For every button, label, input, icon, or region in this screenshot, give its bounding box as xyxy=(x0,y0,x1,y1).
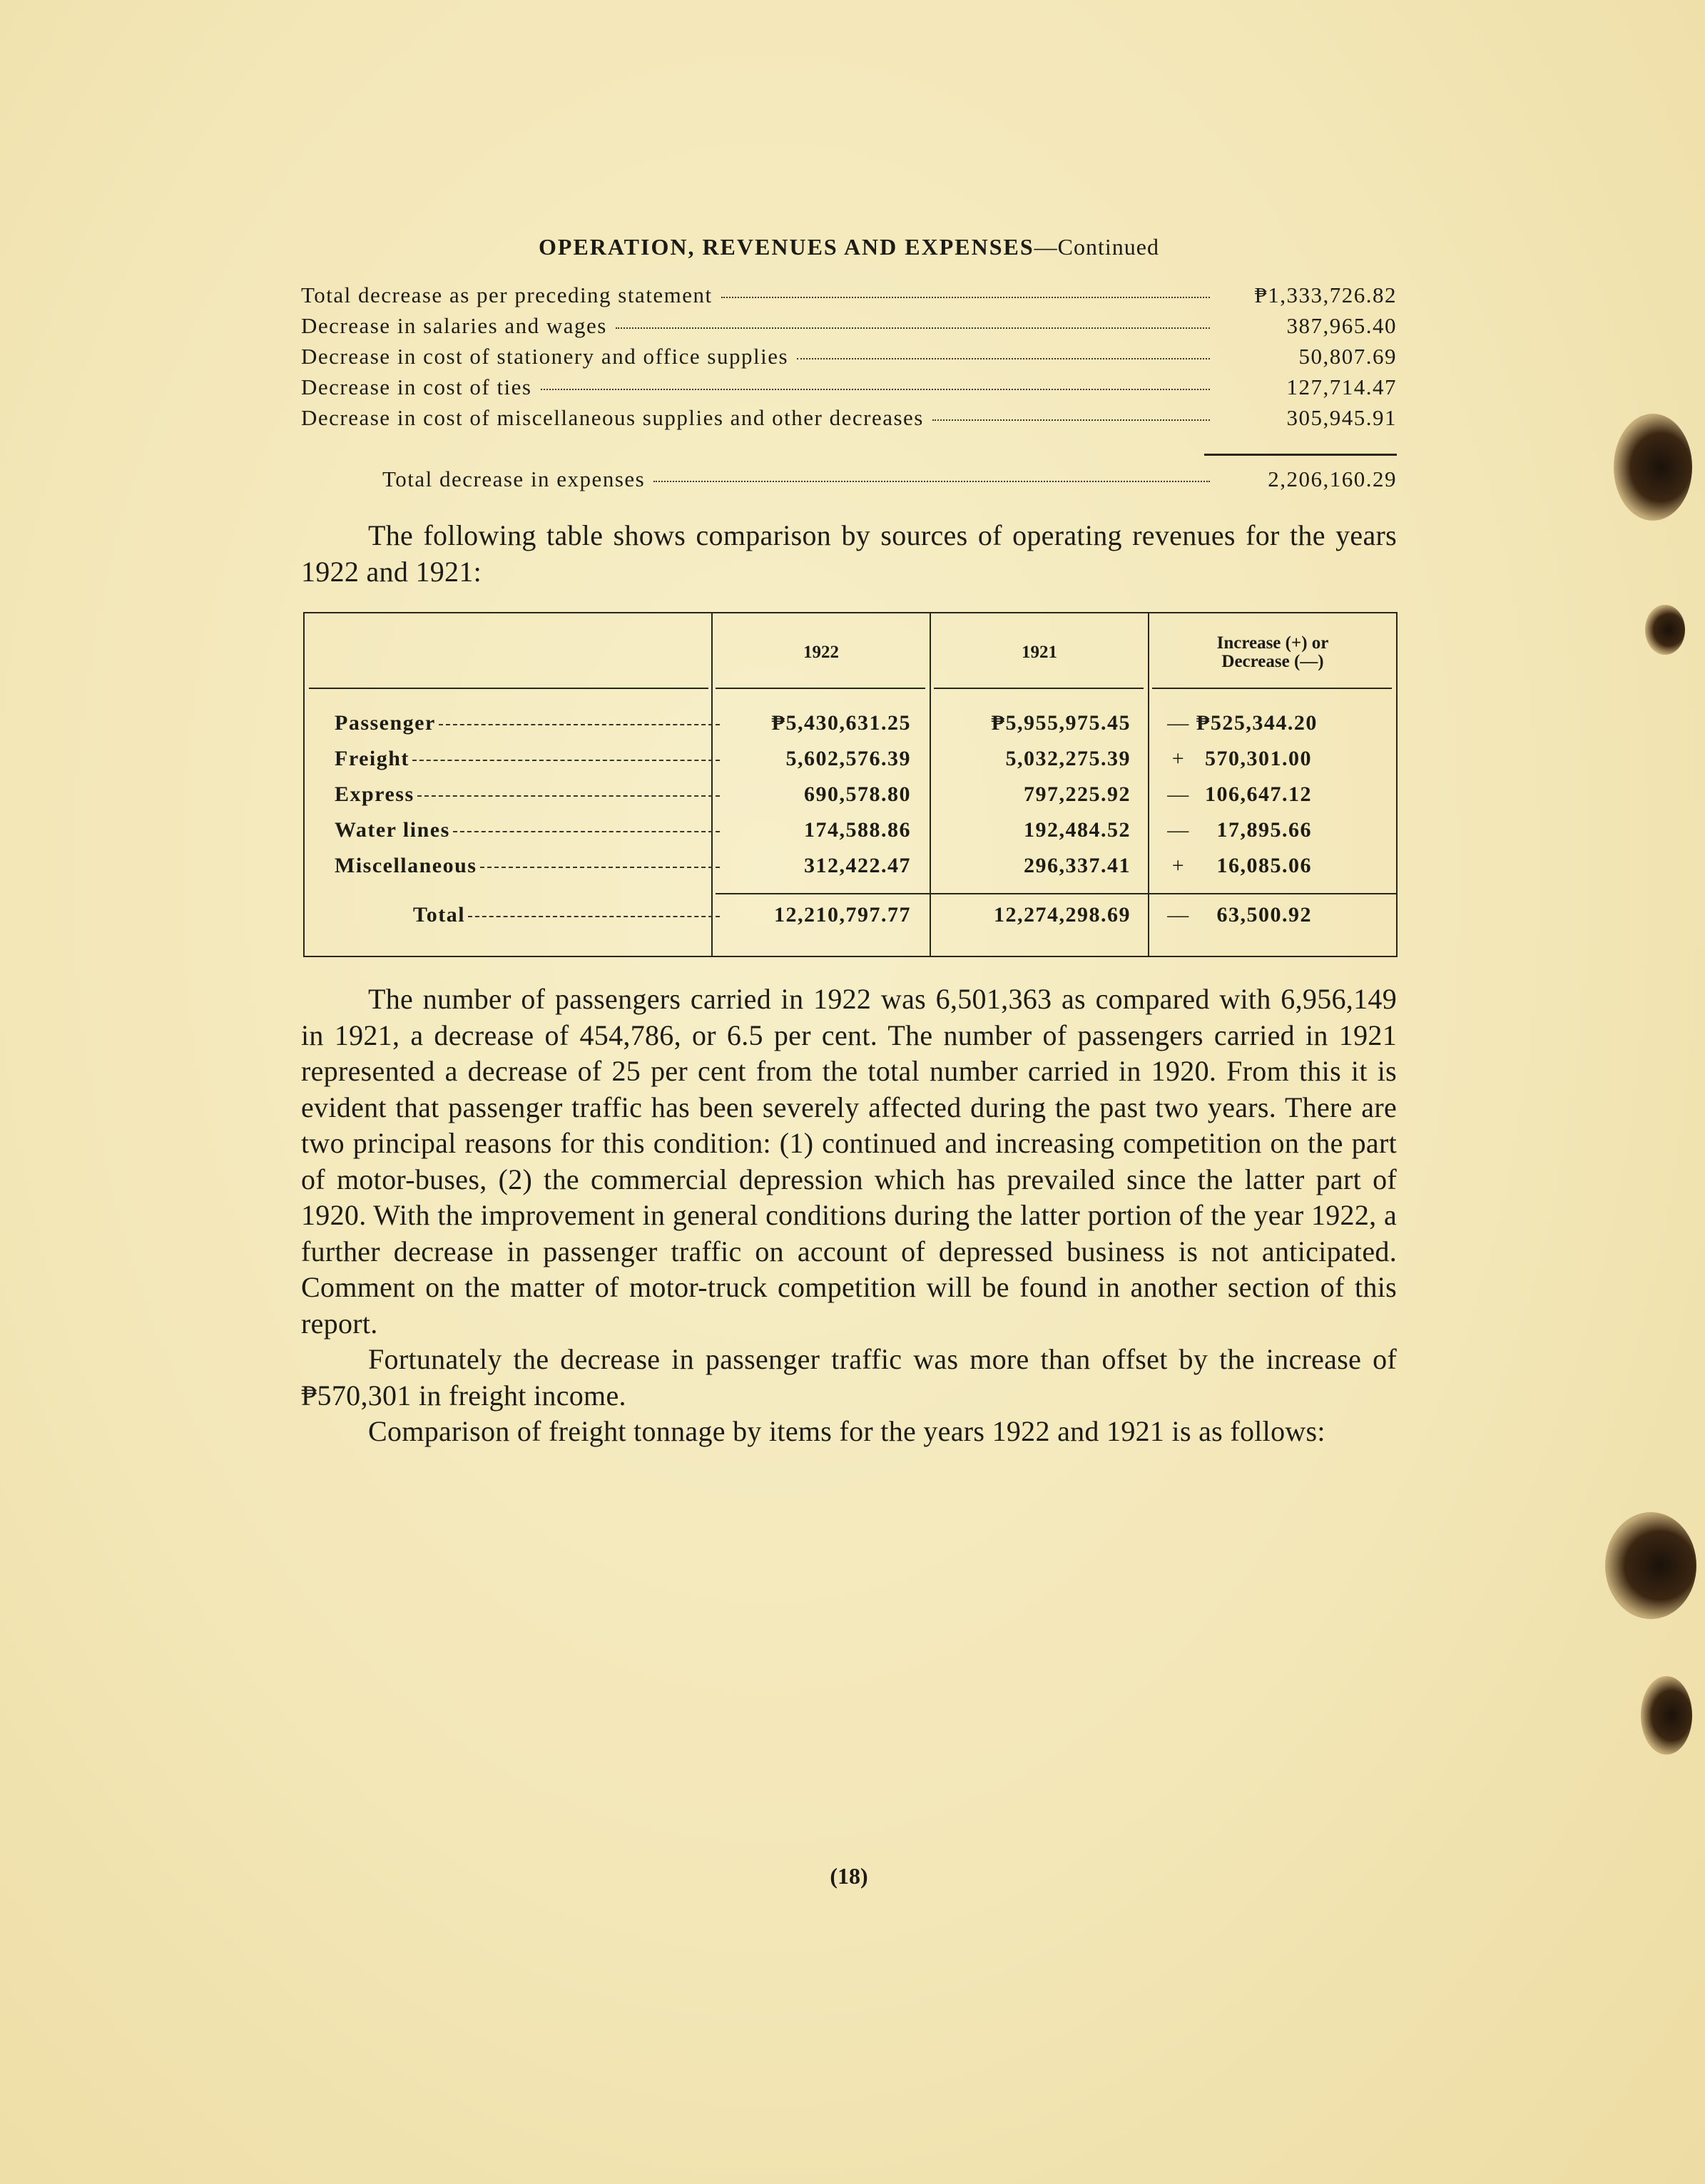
burn-mark xyxy=(1614,414,1692,521)
body-text xyxy=(301,981,1397,1450)
expense-line: Decrease in cost of miscellaneous supplies and other decreases 305,945.91 xyxy=(301,405,1397,430)
revenue-table xyxy=(303,612,1398,957)
table-total-row: Total 12,210,797.77 12,274,298.69 — 63,500.92 xyxy=(413,903,1312,927)
burn-mark xyxy=(1645,605,1685,655)
header-title: OPERATION, REVENUES AND EXPENSES xyxy=(539,234,1034,260)
burn-mark xyxy=(1641,1676,1692,1755)
burn-mark xyxy=(1605,1512,1696,1619)
column-header-1922: 1922 xyxy=(803,643,839,662)
expense-line: Total decrease as per preceding statement ₱1,333,726.82 xyxy=(301,282,1397,307)
header-suffix: —Continued xyxy=(1034,234,1159,260)
paragraph-passengers: The number of passengers carried in 1922 was 6,501,363 as compared with 6,956,149 in 1921, a decrease of 454,786, or 6.5 per cent. The number of passengers carried in 1921 represented a decrease of 25 per cent from the total number carried in 1920. From this it is evident that passenger traffic has been severely affected during the past two years. There are two principal reasons for this condition: (1) continued and increasing competition on the part of motor-buses, (2) the commercial depression which has prevailed since the latter part of 1920. With the improvement in general conditions during the latter portion of the year 1922, a further decrease in passenger traffic on account of depressed business is not anticipated. Comment on the matter of motor-truck competition will be found in another section of this report. xyxy=(301,983,1397,1340)
expense-line: Decrease in salaries and wages 387,965.40 xyxy=(301,313,1397,338)
column-header-change: Increase (+) or Decrease (—) xyxy=(1216,633,1329,671)
sum-rule xyxy=(1204,454,1397,456)
column-header-1921: 1921 xyxy=(1022,643,1057,662)
paragraph-tonnage: Comparison of freight tonnage by items for the years 1922 and 1921 is as follows: xyxy=(368,1415,1325,1447)
table-row: Miscellaneous 312,422.47 296,337.41 + 16,085.06 xyxy=(335,854,1312,877)
intro-paragraph: The following table shows comparison by sources of operating revenues for the years 1922 and 1921: xyxy=(301,519,1397,588)
expense-line: Decrease in cost of ties 127,714.47 xyxy=(301,374,1397,399)
expense-line: Decrease in cost of stationery and office supplies 50,807.69 xyxy=(301,344,1397,369)
table-row: Freight 5,602,576.39 5,032,275.39 + 570,301.00 xyxy=(335,747,1312,770)
table-row: Express 690,578.80 797,225.92 — 106,647.12 xyxy=(335,782,1312,806)
page-number: (18) xyxy=(830,1863,868,1889)
paragraph-freight: Fortunately the decrease in passenger traffic was more than offset by the increase of ₱570,301 in freight income. xyxy=(301,1343,1397,1412)
table-row: Water lines 174,588.86 192,484.52 — 17,895.66 xyxy=(335,818,1312,842)
section-header xyxy=(300,234,1398,260)
expense-total: Total decrease in expenses 2,206,160.29 xyxy=(382,466,1397,491)
table-row: Passenger ₱5,430,631.25 ₱5,955,975.45 — ₱525,344.20 xyxy=(335,711,1318,735)
